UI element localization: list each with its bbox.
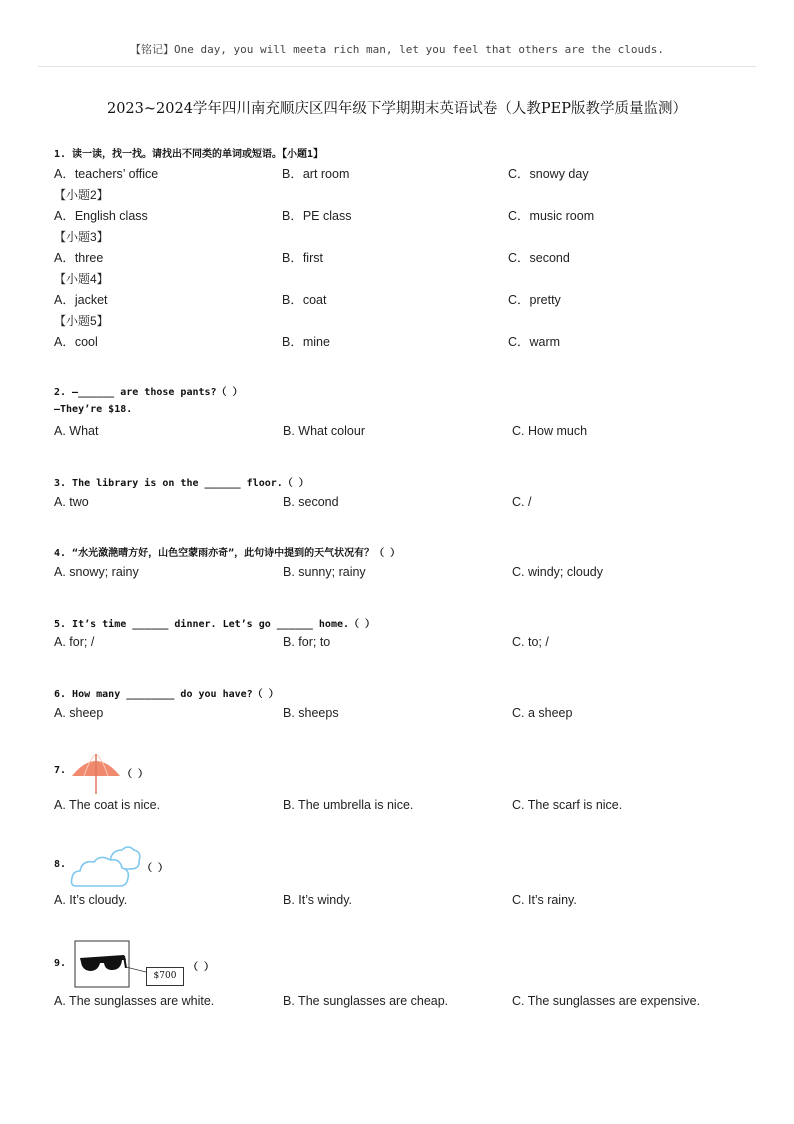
q1-sub5-option-c: C．warm — [508, 335, 561, 349]
q1-sub2-option-a: A．English class — [54, 209, 148, 223]
question-4-stem: 4. “水光潋滟晴方好，山色空蒙雨亦奇”，此句诗中提到的天气状况有？（ ） — [54, 548, 401, 559]
q1-sub3-label: 【小题3】 — [54, 230, 109, 244]
question-9-number: 9. — [54, 958, 67, 969]
q4-option-a: A. snowy; rainy — [54, 565, 139, 579]
question-8-number: 8. — [54, 859, 67, 870]
q1-sub1-option-c: C．snowy day — [508, 167, 589, 181]
q3-option-b: B. second — [283, 495, 339, 509]
q1-sub3-option-c: C．second — [508, 251, 570, 265]
q9-option-a: A. The sunglasses are white. — [54, 994, 215, 1008]
question-7-paren: （ ） — [122, 769, 149, 780]
q1-sub4-option-c: C．pretty — [508, 293, 561, 307]
q7-option-b: B. The umbrella is nice. — [283, 798, 414, 812]
question-7-number: 7. — [54, 765, 67, 776]
q6-option-c: C. a sheep — [512, 706, 573, 720]
q9-option-b: B. The sunglasses are cheap. — [283, 994, 449, 1008]
page-title: 2023~2024学年四川南充顺庆区四年级下学期期末英语试卷（人教PEP版教学质量监测） — [106, 101, 688, 117]
q7-option-c: C. The scarf is nice. — [512, 798, 623, 812]
question-8-paren: （ ） — [142, 863, 169, 874]
q1-sub2-option-b: B．PE class — [282, 209, 352, 223]
q5-option-a: A. for; / — [54, 635, 95, 649]
q2-option-c: C. How much — [512, 424, 588, 438]
cloud-icon — [70, 844, 142, 890]
question-2-stem: 2. —______ are those pants?（ ） — [54, 387, 243, 398]
q1-sub1-option-a: A．teachers’ office — [54, 167, 159, 181]
q2-option-b: B. What colour — [283, 424, 365, 438]
question-9-paren: （ ） — [188, 962, 215, 973]
q1-sub5-label: 【小题5】 — [54, 314, 109, 328]
q9-option-c: C. The sunglasses are expensive. — [512, 994, 701, 1008]
motto-line: 【铭记】One day, you will meeta rich man, let you feel that others are the clouds. — [129, 43, 665, 56]
q5-option-c: C. to; / — [512, 635, 549, 649]
q8-option-b: B. It’s windy. — [283, 893, 353, 907]
question-3-stem: 3. The library is on the ______ floor.（ ） — [54, 478, 309, 489]
q1-sub3-option-a: A．three — [54, 251, 104, 265]
q7-option-a: A. The coat is nice. — [54, 798, 161, 812]
q1-sub5-option-b: B．mine — [282, 335, 330, 349]
q6-option-b: B. sheeps — [283, 706, 339, 720]
q1-sub4-option-a: A．jacket — [54, 293, 108, 307]
q1-sub4-label: 【小题4】 — [54, 272, 109, 286]
q1-sub3-option-b: B．first — [282, 251, 323, 265]
q4-option-c: C. windy; cloudy — [512, 565, 604, 579]
q6-option-a: A. sheep — [54, 706, 104, 720]
question-1-stem: 1. 读一读，找一找。请找出不同类的单词或短语。【小题1】 — [54, 149, 324, 160]
header-divider — [38, 66, 756, 67]
q1-sub2-label: 【小题2】 — [54, 188, 109, 202]
q1-sub5-option-a: A．cool — [54, 335, 98, 349]
price-tag: $700 — [146, 967, 184, 986]
q2-option-a: A. What — [54, 424, 99, 438]
q1-sub2-option-c: C．music room — [508, 209, 595, 223]
umbrella-icon — [70, 752, 122, 796]
q1-sub1-option-b: B．art room — [282, 167, 350, 181]
question-5-stem: 5. It’s time ______ dinner. Let’s go ______ home.（ ） — [54, 619, 376, 630]
question-2-answer-line: —They’re $18. — [54, 404, 133, 415]
q4-option-b: B. sunny; rainy — [283, 565, 366, 579]
q8-option-c: C. It’s rainy. — [512, 893, 577, 907]
q5-option-b: B. for; to — [283, 635, 331, 649]
question-6-stem: 6. How many ________ do you have?（ ） — [54, 689, 279, 700]
q1-sub4-option-b: B．coat — [282, 293, 327, 307]
q3-option-c: C. / — [512, 495, 532, 509]
q8-option-a: A. It’s cloudy. — [54, 893, 128, 907]
q3-option-a: A. two — [54, 495, 89, 509]
